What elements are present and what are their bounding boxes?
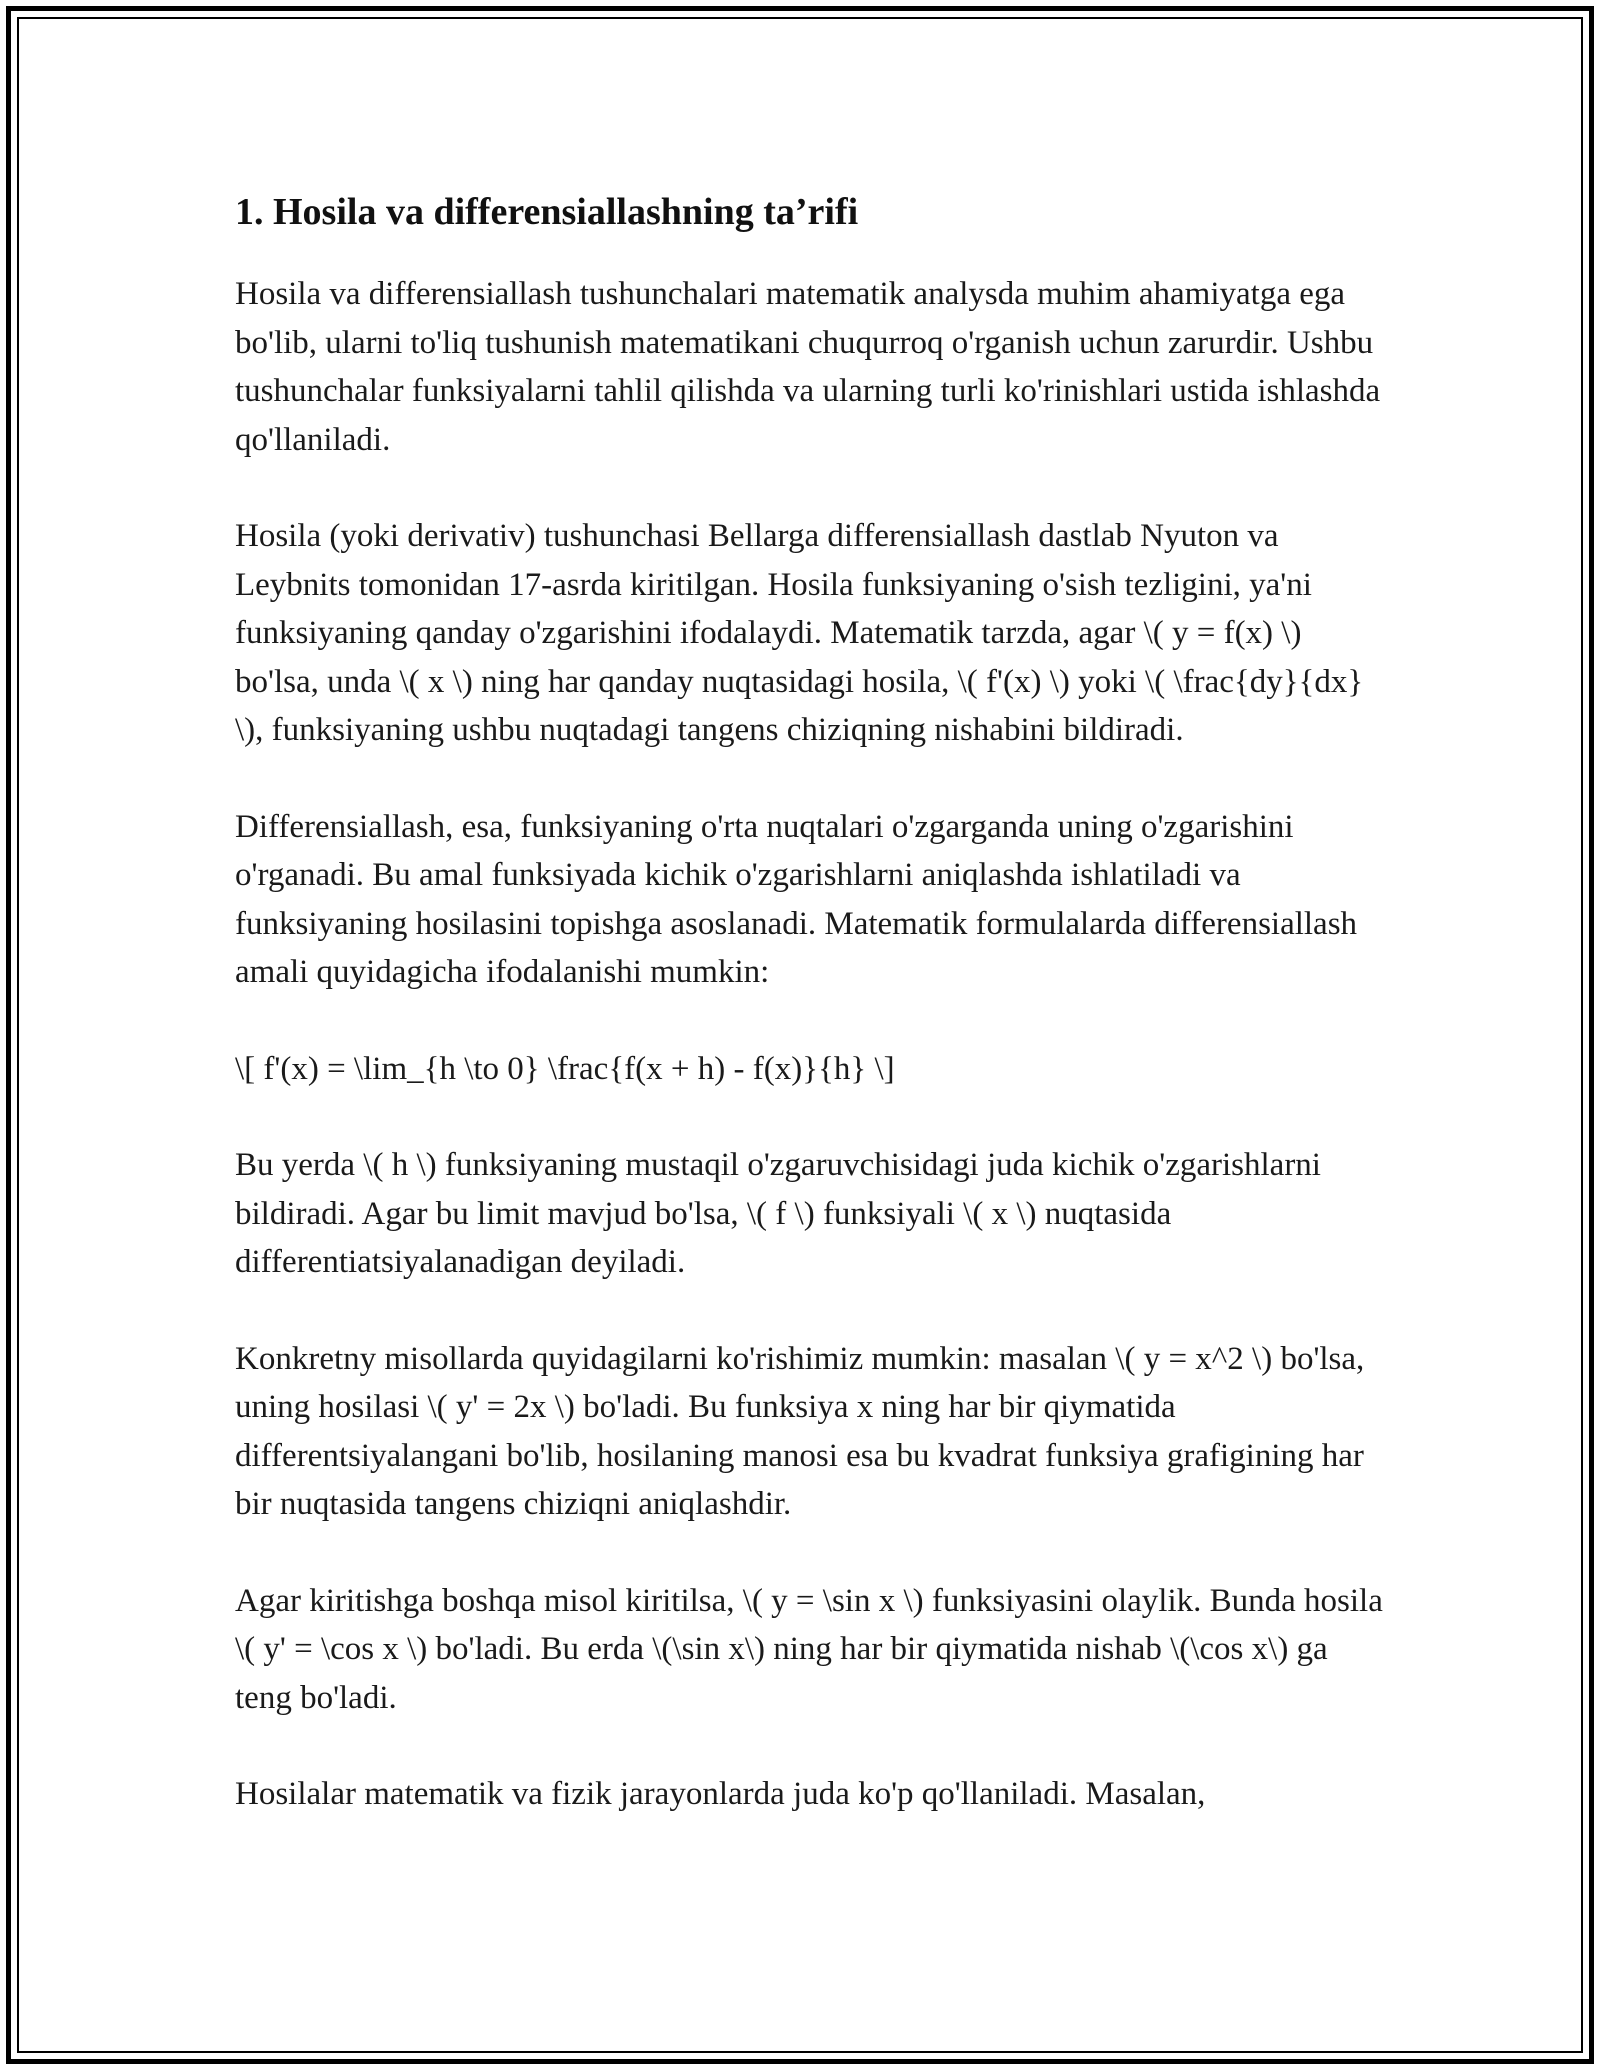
paragraph-intro: Hosila va differensiallash tushunchalari matematik analysda muhim ahamiyatga ega bo'lib, ularni to'liq tushunish matematikani chuqurroq o'rganish uchun zarurdir. Ushbu tushunchalar funksiyalarni tahlil qilishda va ularning turli ko'rinishlari ustida ishlashda qo'llaniladi.	[235, 276, 1381, 458]
paragraph-example-square: Konkretny misollarda quyidagilarni ko'rishimiz mumkin: masalan \( y = x^2 \) bo'lsa, uning hosilasi \( y' = 2x \) bo'ladi. Bu funksiya x ning har bir qiymatida differentsiyalangani bo'lib, hosilaning manosi esa bu kvadrat funksiya grafigining har bir nuqtasida tangens chiziqni aniqlashdir.	[235, 1340, 1365, 1522]
formula-limit-definition: \[ f'(x) = \lim_{h \to 0} \frac{f(x + h) - f(x)}{h} \]	[235, 1050, 895, 1087]
paragraph-differentiation: Differensiallash, esa, funksiyaning o'rta nuqtalari o'zgarganda uning o'zgarishini o'rganadi. Bu amal funksiyada kichik o'zgarishlarni aniqlashda ishlatiladi va funksiyaning hosilasini topishga asoslanadi. Matematik formulalarda differensiallash amali quyidagicha ifodalanishi mumkin:	[235, 808, 1358, 990]
paragraph-applications: Hosilalar matematik va fizik jarayonlarda juda ko'p qo'llaniladi. Masalan,	[235, 1776, 1206, 1812]
paragraph-derivative-definition: Hosila (yoki derivativ) tushunchasi Bellarga differensiallash dastlab Nyuton va Leybnits tomonidan 17-asrda kiritilgan. Hosila funksiyaning o'sish tezligini, ya'ni funksiyaning qanday o'zgarishini ifodalaydi. Matematik tarzda, agar \( y = f(x) \) bo'lsa, unda \( x \) ning har qanday nuqtasidagi hosila, \( f'(x) \) yoki \( \frac{dy}{dx} \), funksiyaning ushbu nuqtadagi tangens chiziqning nishabini bildiradi.	[235, 518, 1364, 748]
document-body	[235, 180, 1385, 1867]
paragraph-example-sine: Agar kiritishga boshqa misol kiritilsa, \( y = \sin x \) funksiyasini olaylik. Bunda hosila \( y' = \cos x \) bo'ladi. Bu erda \(\sin x\) ning har bir qiymatida nishab \(\cos x\) ga teng bo'ladi.	[235, 1582, 1383, 1716]
section-heading: 1. Hosila va differensiallashning ta’rifi	[235, 191, 859, 233]
paragraph-limit-explanation: Bu yerda \( h \) funksiyaning mustaqil o'zgaruvchisidagi juda kichik o'zgarishlarni bildiradi. Agar bu limit mavjud bo'lsa, \( f \) funksiyali \( x \) nuqtasida differentiatsiyalanadigan deyiladi.	[235, 1147, 1321, 1280]
